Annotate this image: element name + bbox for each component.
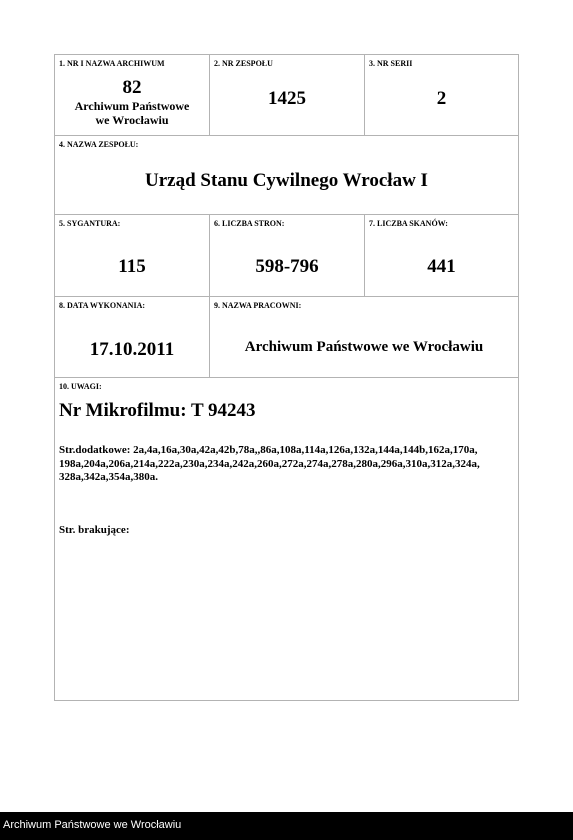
workshop-label: 9. NAZWA PRACOWNI: xyxy=(214,301,302,310)
fond-number-cell xyxy=(210,55,365,136)
additional-pages: Str.dodatkowe: 2a,4a,16a,30a,42a,42b,78a,,86a,108a,114a,126a,132a,144a,144b,162a,170a, 198a,204a,206a,214a,222a,230a,234a,242a,260a,272a,274a,278a,280a,296a,310a,312a,324a, 328a,342a,354a,380a. xyxy=(59,444,480,483)
missing-pages: Str. brakujące: xyxy=(59,524,130,536)
scans-value: 441 xyxy=(427,256,456,277)
date-cell xyxy=(55,297,210,378)
archive-name-line2: we Wrocławiu xyxy=(95,113,169,127)
signature-label: 5. SYGANTURA: xyxy=(59,219,121,228)
pages-label: 6. LICZBA STRON: xyxy=(214,219,285,228)
archive-record-card xyxy=(54,54,519,701)
footer-bar xyxy=(0,812,573,840)
archive-name-line1: Archiwum Państwowe xyxy=(74,99,190,113)
fond-name-label: 4. NAZWA ZESPOŁU: xyxy=(59,140,139,149)
pages-cell xyxy=(210,215,365,297)
archive-cell xyxy=(55,55,210,136)
fond-number-label: 2. NR ZESPOŁU xyxy=(214,59,273,68)
pages-value: 598-796 xyxy=(255,256,319,277)
fond-name-cell xyxy=(55,136,518,215)
workshop-value: Archiwum Państwowe we Wrocławiu xyxy=(244,339,484,355)
series-cell xyxy=(365,55,518,136)
date-label: 8. DATA WYKONANIA: xyxy=(59,301,146,310)
signature-cell xyxy=(55,215,210,297)
microfilm-number: Nr Mikrofilmu: T 94243 xyxy=(59,400,256,421)
scans-label: 7. LICZBA SKANÓW: xyxy=(369,219,448,228)
series-value: 2 xyxy=(436,88,447,109)
date-value: 17.10.2011 xyxy=(89,339,175,360)
fond-number-value: 1425 xyxy=(268,88,306,109)
signature-value: 115 xyxy=(118,256,146,277)
notes-label: 10. UWAGI: xyxy=(59,382,102,391)
scans-cell xyxy=(365,215,518,297)
archive-label: 1. NR I NAZWA ARCHIWUM xyxy=(59,59,165,68)
archive-number: 82 xyxy=(122,77,142,98)
series-label: 3. NR SERII xyxy=(369,59,413,68)
footer-archive-name: Archiwum Państwowe we Wrocławiu xyxy=(3,819,182,831)
notes-cell xyxy=(55,378,518,700)
workshop-cell xyxy=(210,297,518,378)
fond-name-value: Urząd Stanu Cywilnego Wrocław I xyxy=(145,170,428,191)
